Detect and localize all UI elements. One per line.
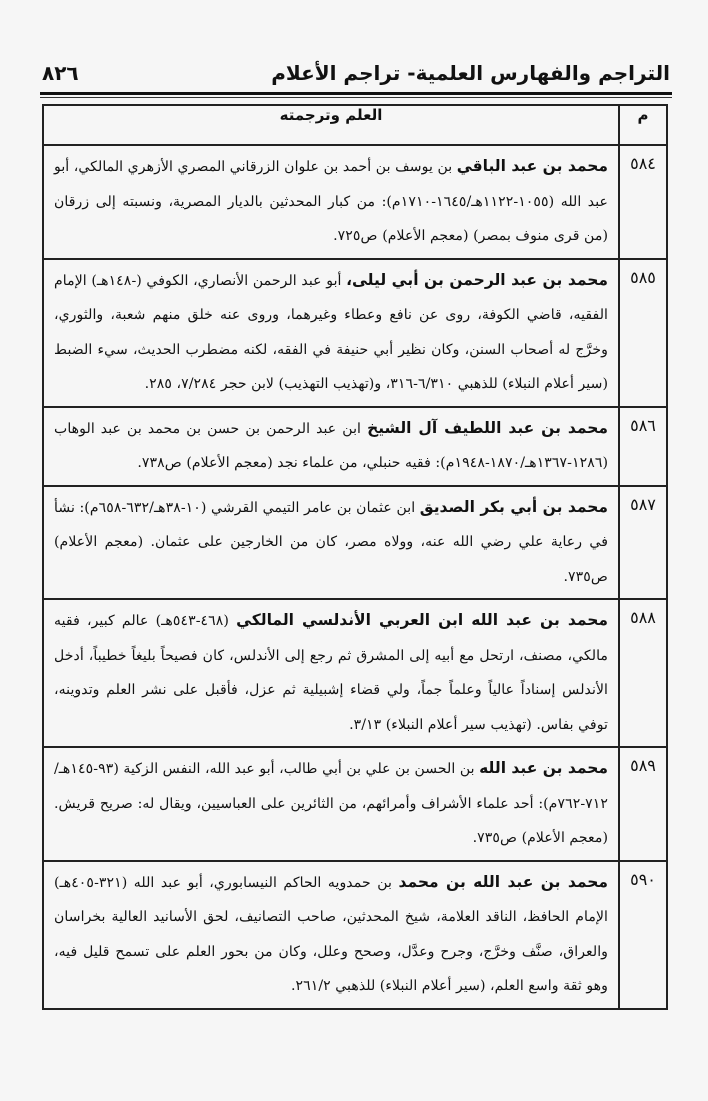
entry-name: محمد بن عبد الله بن محمد: [398, 872, 608, 891]
header-rule-thin: [40, 97, 672, 98]
entry-text: بن يوسف بن أحمد بن علوان الزرقاني المصري الأزهري المالكي، أبو عبد الله (١٠٥٥-١١٢٢هـ/١٦٤٥-١٧١٠م): من كبار المحدثين بالديار المصرية، ونسبته إلى زرقان (من قرى منوف بمصر) (معجم الأعلام) ص٧٢٥.: [54, 159, 608, 244]
entry-name: محمد بن أبي بكر الصديق: [419, 497, 608, 516]
entry-biography: [43, 486, 619, 600]
entry-biography: [43, 861, 619, 1009]
table-row: [43, 259, 667, 407]
entry-number: ٥٨٤: [619, 145, 667, 259]
entry-number: ٥٨٧: [619, 486, 667, 600]
entry-biography: [43, 407, 619, 486]
biography-table: [42, 104, 668, 1010]
table-row: [43, 599, 667, 747]
entry-number: ٥٨٦: [619, 407, 667, 486]
entry-text: ابن عبد الرحمن بن حسن بن محمد بن عبد الوهاب (١٢٨٦-١٣٦٧هـ/١٨٧٠-١٩٤٨م): فقيه حنبلي، من علماء نجد (معجم الأعلام) ص٧٣٨.: [54, 420, 608, 471]
table-row: [43, 407, 667, 486]
entry-name: محمد بن عبد الله ابن العربي الأندلسي المالكي: [236, 611, 609, 629]
entry-number: ٥٨٥: [619, 259, 667, 407]
column-header-biography: العلم وترجمته: [43, 105, 619, 145]
entry-text: (٤٦٨-٥٤٣هـ) عالم كبير، فقيه مالكي، مصنف، ارتحل مع أبيه إلى المشرق ثم رجع إلى الأندلس، كان فصيحاً بليغاً خطيباً، أدخل الأندلس إسناداً عالياً وعلماً جماً، ولي قضاء إشبيلية ثم عزل، فأقبل على نشر العلم وتدوينه، توفي بفاس. (تهذيب سير أعلام النبلاء) ٣/١٣.: [54, 613, 608, 733]
entry-name: محمد بن عبد الله: [479, 759, 608, 777]
entry-text: ابن عثمان بن عامر التيمي القرشي (١٠-٣٨هـ/٦٣٢-٦٥٨م): نشأ في رعاية علي رضي الله عنه، وولاه مصر، كان من الخارجين على عثمان. (معجم الأعلام) ص٧٣٥.: [54, 499, 608, 585]
page-header: [40, 55, 670, 93]
entry-number: ٥٨٩: [619, 747, 667, 861]
entry-text: بن حمدويه الحاكم النيسابوري، أبو عبد الله (٣٢١-٤٠٥هـ) الإمام الحافظ، الناقد العلامة، شيخ المحدثين، صاحب التصانيف، لحق الأسانيد العالية بخراسان والعراق، صنَّف وخرَّج، وجرح وعدَّل، وصحح وعلل، وكان من بحور العلم على تسمح قليل فيه، وهو ثقة واسع العلم، (سير أعلام النبلاء) للذهبي ٢٦١/٢.: [54, 874, 608, 994]
entry-name: محمد بن عبد الرحمن بن أبي ليلى،: [346, 270, 608, 289]
column-header-number: م: [619, 105, 667, 145]
entry-name: محمد بن عبد الباقي: [456, 157, 608, 175]
entry-text: أبو عبد الرحمن الأنصاري، الكوفي (-١٤٨هـ) الإمام الفقيه، قاضي الكوفة، روى عن نافع وعطاء وغيرهما، وروى عنه خلق منهم شعبة، والثوري، وخرَّج له أصحاب السنن، وكان نظير أبي حنيفة في الفقه، لكنه مضطرب الحديث، سيء الضبط (سير أعلام النبلاء) للذهبي ٦/٣١٠-٣١٦، و(تهذيب التهذيب) لابن حجر ٧/٢٨٤، ٢٨٥.: [54, 272, 608, 392]
entry-name: محمد بن عبد اللطيف آل الشيخ: [367, 418, 608, 437]
header-rule: [40, 92, 672, 95]
entry-biography: [43, 259, 619, 407]
entry-number: ٥٨٨: [619, 599, 667, 747]
entry-number: ٥٩٠: [619, 861, 667, 1009]
table-row: [43, 747, 667, 861]
table-row: [43, 861, 667, 1009]
entry-text: بن الحسن بن علي بن أبي طالب، أبو عبد الله، النفس الزكية (٩٣-١٤٥هـ/٧١٢-٧٦٢م): أحد علماء الأشراف وأمرائهم، من الثائرين على العباسيين، ويقال له: صريح قريش. (معجم الأعلام) ص٧٣٥.: [54, 761, 608, 846]
entry-biography: [43, 599, 619, 747]
table-row: [43, 486, 667, 600]
entry-biography: [43, 145, 619, 259]
page-number: ٨٢٦: [42, 61, 79, 85]
table-header-row: [43, 105, 667, 145]
entry-biography: [43, 747, 619, 861]
running-title: التراجم والفهارس العلمية- تراجم الأعلام: [271, 61, 670, 85]
table-row: [43, 145, 667, 259]
